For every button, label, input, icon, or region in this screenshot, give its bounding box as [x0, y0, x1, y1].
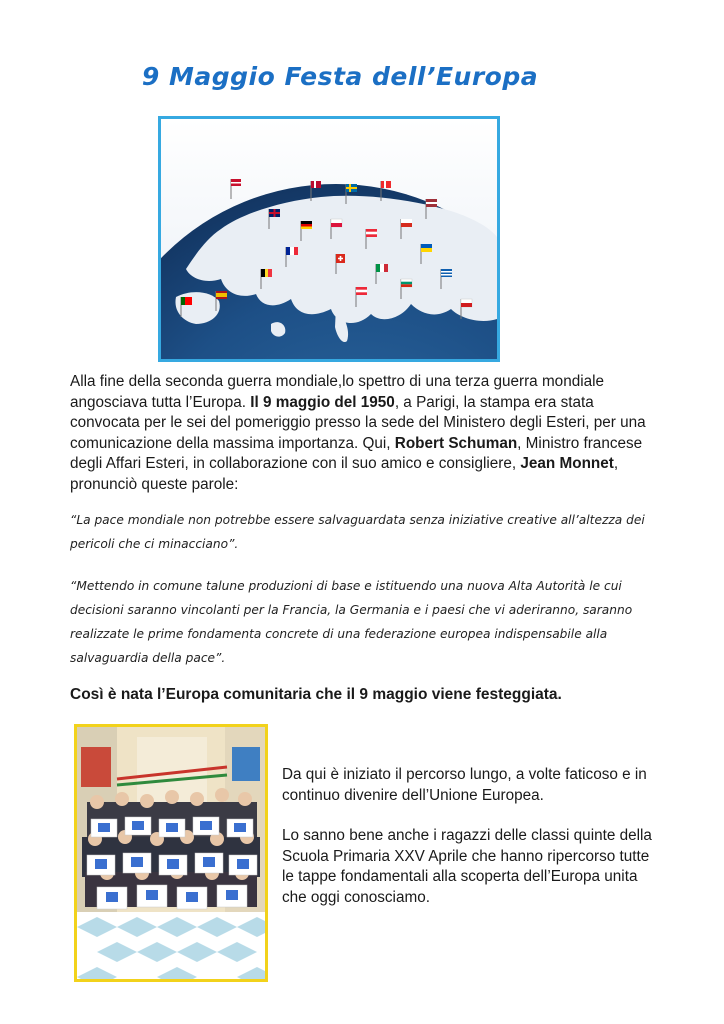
side-text	[282, 765, 662, 908]
intro-paragraph	[70, 372, 650, 495]
side-paragraph-1: Da qui è iniziato il percorso lungo, a volte faticoso e in continuo divenire dell’Unione Europea.	[282, 766, 647, 804]
europe-flags-map-image	[158, 116, 500, 362]
intro-monnet: Jean Monnet	[520, 455, 614, 472]
quote-2: “Mettendo in comune talune produzioni di base e istituendo una nuova Alta Autorità le cui decisioni saranno vincolanti per la Francia, la Germania e i paesi che vi aderiranno, saranno realizzate le prime fondamenta concrete di una federazione europea indispensabile alla salvaguardia della pace”.	[70, 579, 633, 665]
quote-1: “La pace mondiale non potrebbe essere salvaguardata senza iniziative creative all’altezza dei pericoli che ci minacciano”.	[70, 513, 645, 551]
conclusion-heading: Così è nata l’Europa comunitaria che il 9 maggio viene festeggiata.	[70, 686, 562, 703]
intro-text-4: , pronunciò queste parole:	[70, 455, 619, 493]
intro-text-1: Alla fine della seconda guerra mondiale,lo spettro di una terza guerra mondiale angosciava tutta l’Europa.	[70, 373, 605, 411]
page-title: 9 Maggio Festa dell’Europa	[141, 62, 539, 91]
intro-text-3: , Ministro francese degli Affari Esteri, in collaborazione con il suo amico e consigliere,	[70, 434, 643, 472]
intro-date: Il 9 maggio del 1950	[250, 393, 395, 411]
class-photo-image	[74, 724, 268, 982]
intro-schuman: Robert Schuman	[394, 434, 518, 452]
intro-text-2: , a Parigi, la stampa era stata convocata per le sei del pomeriggio presso la sede del Ministero degli Esteri, per una comunicazione della massima importanza. Qui,	[70, 393, 646, 452]
side-paragraph-2: Lo sanno bene anche i ragazzi delle classi quinte della Scuola Primaria XXV Aprile che hanno ripercorso tutte le tappe fondamentali alla scoperta dell’Europa unita che oggi conosciamo.	[282, 827, 652, 906]
